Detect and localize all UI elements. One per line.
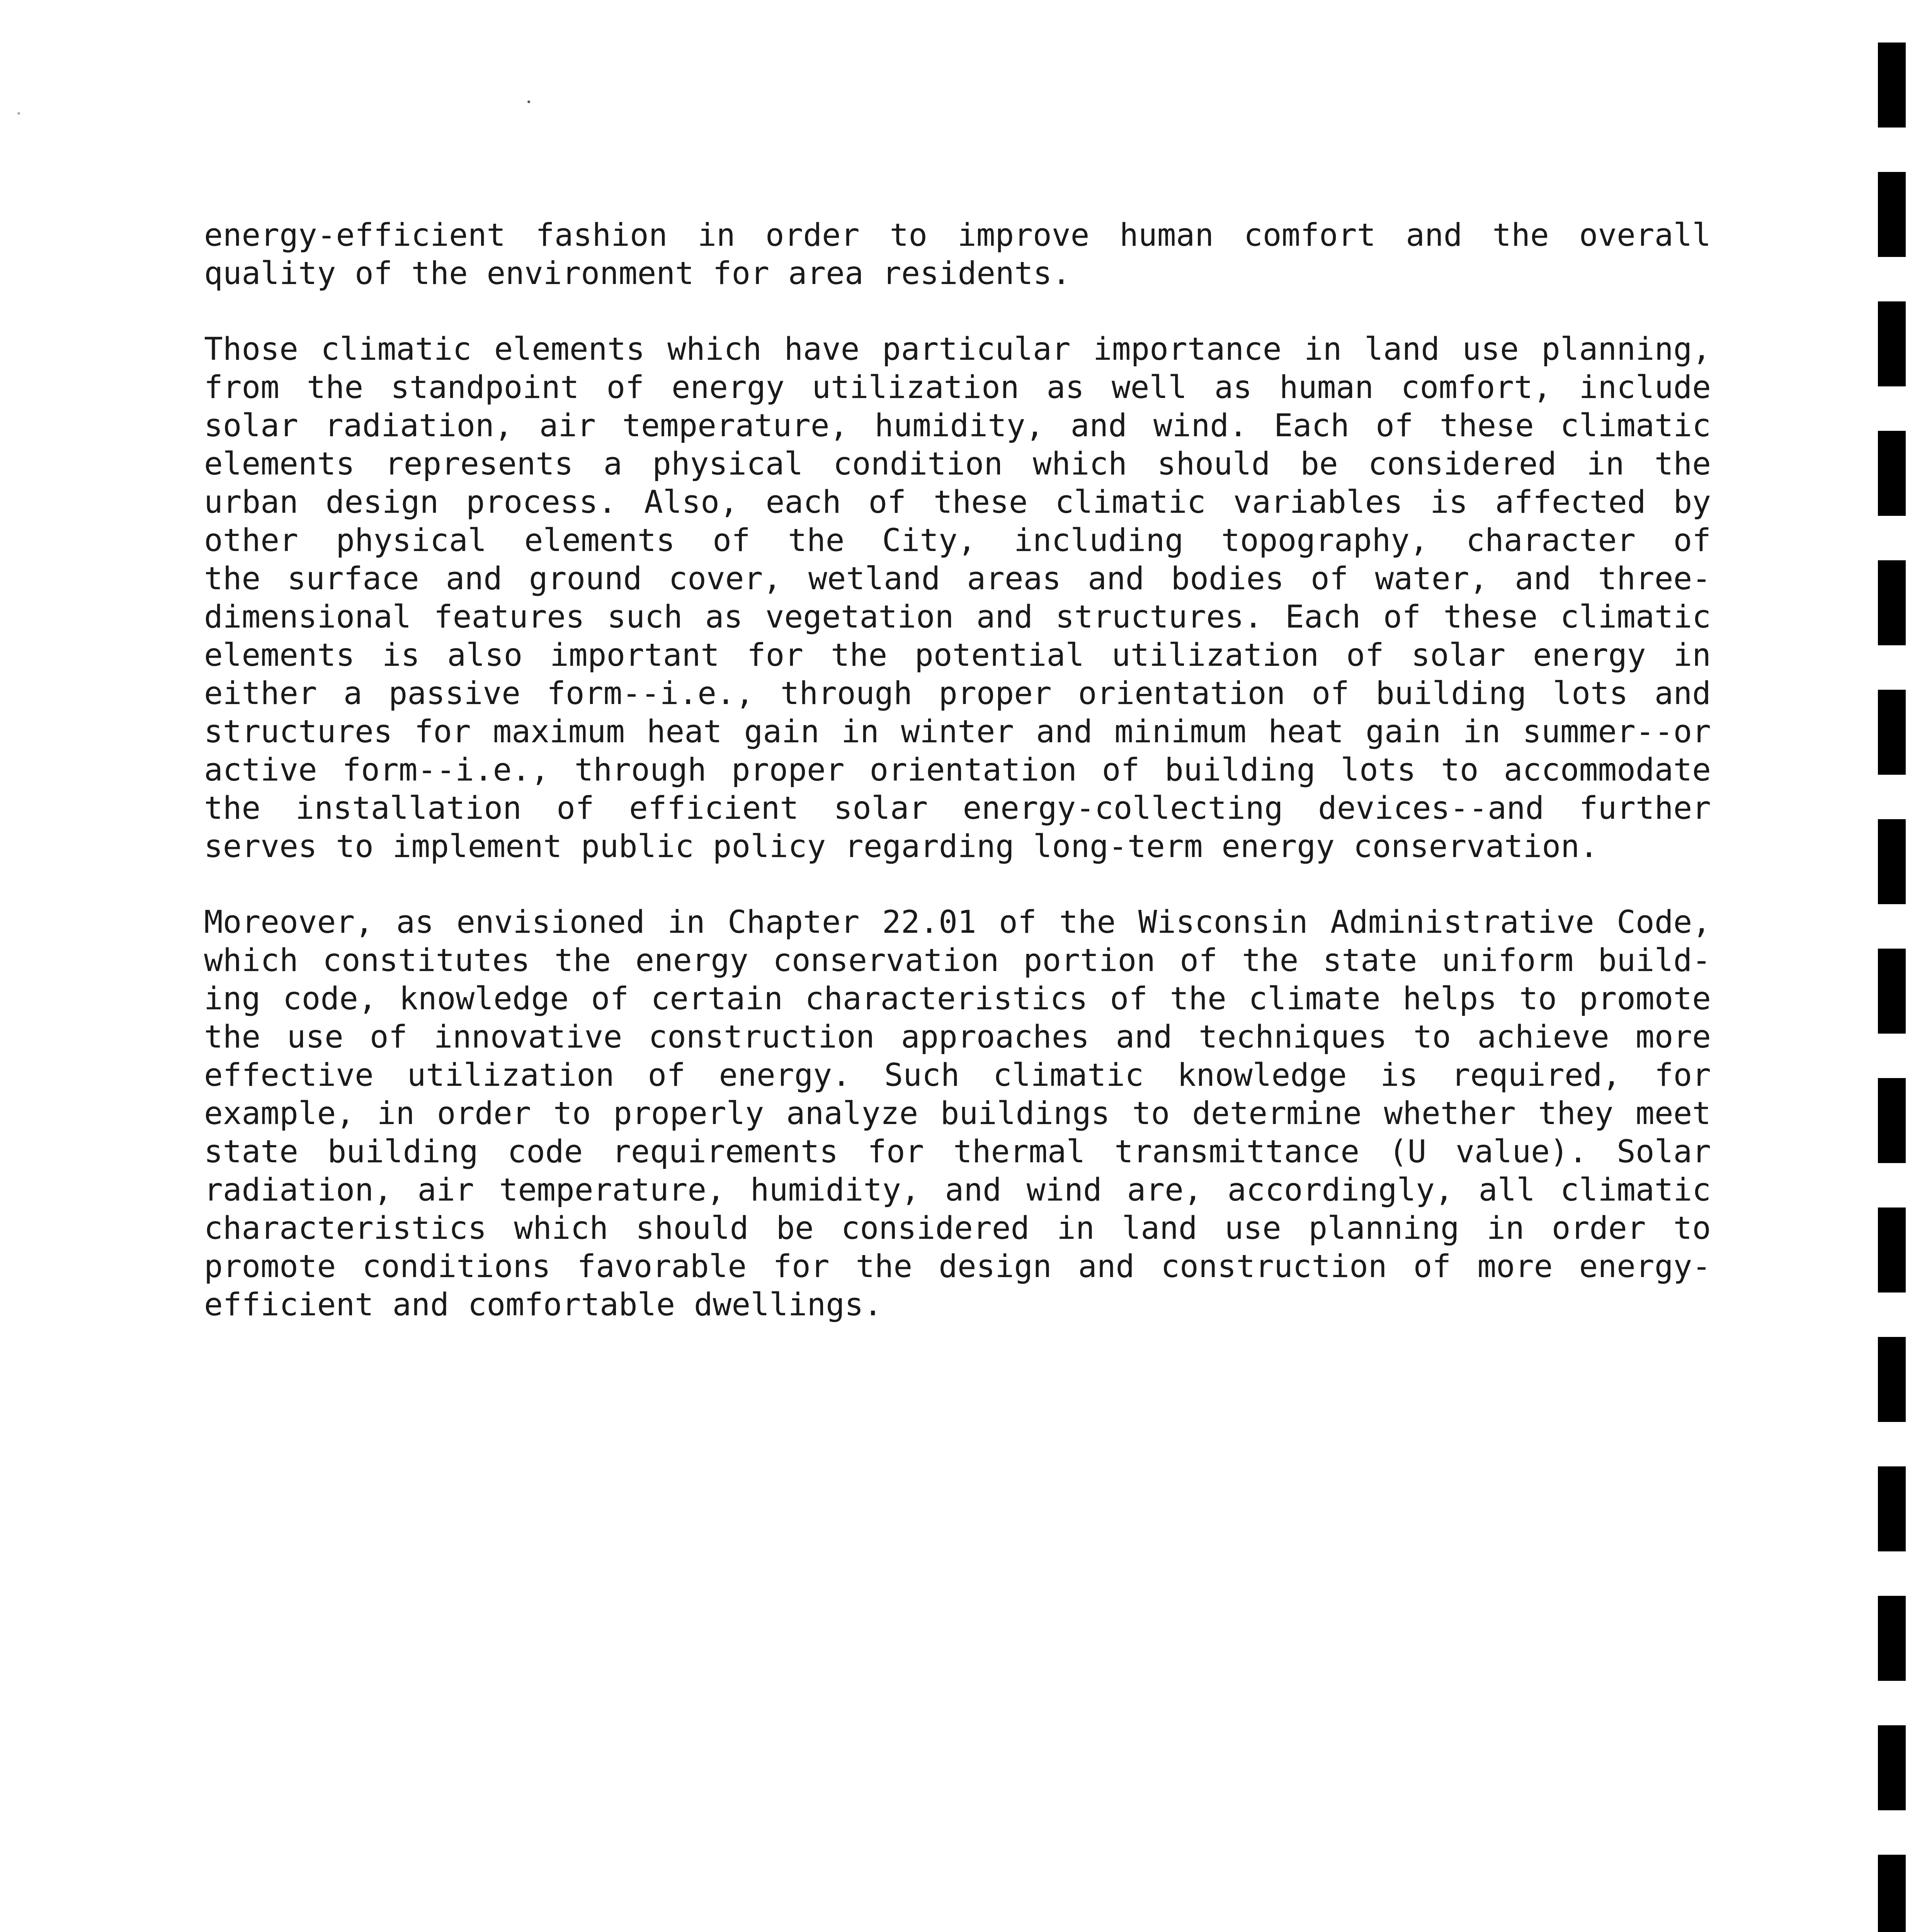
text-line: effective utilization of energy. Such climatic knowledge is required, for [204, 1057, 1711, 1094]
text-line: dimensional features such as vegetation and structures. Each of these climatic [204, 599, 1711, 635]
binder-mark [1878, 1078, 1906, 1163]
binder-marks [1878, 0, 1909, 1932]
text-line: active form--i.e., through proper orientation of building lots to accommodate [204, 752, 1711, 788]
text-line: either a passive form--i.e., through proper orientation of building lots and [204, 675, 1711, 712]
text-line: example, in order to properly analyze buildings to determine whether they meet [204, 1095, 1711, 1132]
binder-mark [1878, 43, 1906, 128]
scan-speck [17, 112, 20, 115]
text-line: Moreover, as envisioned in Chapter 22.01 of the Wisconsin Administrative Code, [204, 904, 1711, 940]
text-line: promote conditions favorable for the design and construction of more energy- [204, 1248, 1711, 1285]
text-line: urban design process. Also, each of these climatic variables is affected by [204, 484, 1711, 520]
text-line: elements represents a physical condition which should be considered in the [204, 446, 1711, 482]
binder-mark [1878, 949, 1906, 1034]
binder-mark [1878, 301, 1906, 386]
text-line: the use of innovative construction approaches and techniques to achieve more [204, 1019, 1711, 1055]
binder-mark [1878, 560, 1906, 645]
text-line: quality of the environment for area residents. [204, 255, 1071, 292]
paragraph-2 [204, 330, 1711, 866]
binder-mark [1878, 690, 1906, 775]
binder-mark [1878, 431, 1906, 516]
binder-mark [1878, 1337, 1906, 1422]
paragraph-1 [204, 216, 1711, 293]
text-line: which constitutes the energy conservation portion of the state uniform build- [204, 942, 1711, 979]
text-line: Those climatic elements which have particular importance in land use planning, [204, 331, 1711, 367]
text-line: the surface and ground cover, wetland areas and bodies of water, and three- [204, 561, 1711, 597]
text-line: elements is also important for the potential utilization of solar energy in [204, 637, 1711, 673]
text-line: the installation of efficient solar energy-collecting devices--and further [204, 790, 1711, 827]
text-line: from the standpoint of energy utilization as well as human comfort, include [204, 369, 1711, 406]
text-line: energy-efficient fashion in order to improve human comfort and the overall [204, 217, 1711, 253]
text-line: structures for maximum heat gain in winter and minimum heat gain in summer--or [204, 714, 1711, 750]
paragraph-3 [204, 903, 1711, 1324]
text-line: serves to implement public policy regarding long-term energy conservation. [204, 828, 1599, 865]
text-line: characteristics which should be considered in land use planning in order to [204, 1210, 1711, 1247]
binder-mark [1878, 819, 1906, 904]
binder-mark [1878, 1208, 1906, 1293]
binder-mark [1878, 172, 1906, 257]
binder-mark [1878, 1596, 1906, 1681]
text-line: efficient and comfortable dwellings. [204, 1287, 883, 1323]
binder-mark [1878, 1466, 1906, 1551]
text-line: radiation, air temperature, humidity, and wind are, accordingly, all climatic [204, 1172, 1711, 1208]
text-line: state building code requirements for thermal transmittance (U value). Solar [204, 1134, 1711, 1170]
binder-mark [1878, 1855, 1906, 1932]
document-body [204, 216, 1711, 1362]
text-line: ing code, knowledge of certain characteristics of the climate helps to promote [204, 981, 1711, 1017]
scan-speck [527, 100, 530, 103]
text-line: other physical elements of the City, including topography, character of [204, 522, 1711, 559]
text-line: solar radiation, air temperature, humidity, and wind. Each of these climatic [204, 408, 1711, 444]
binder-mark [1878, 1725, 1906, 1810]
